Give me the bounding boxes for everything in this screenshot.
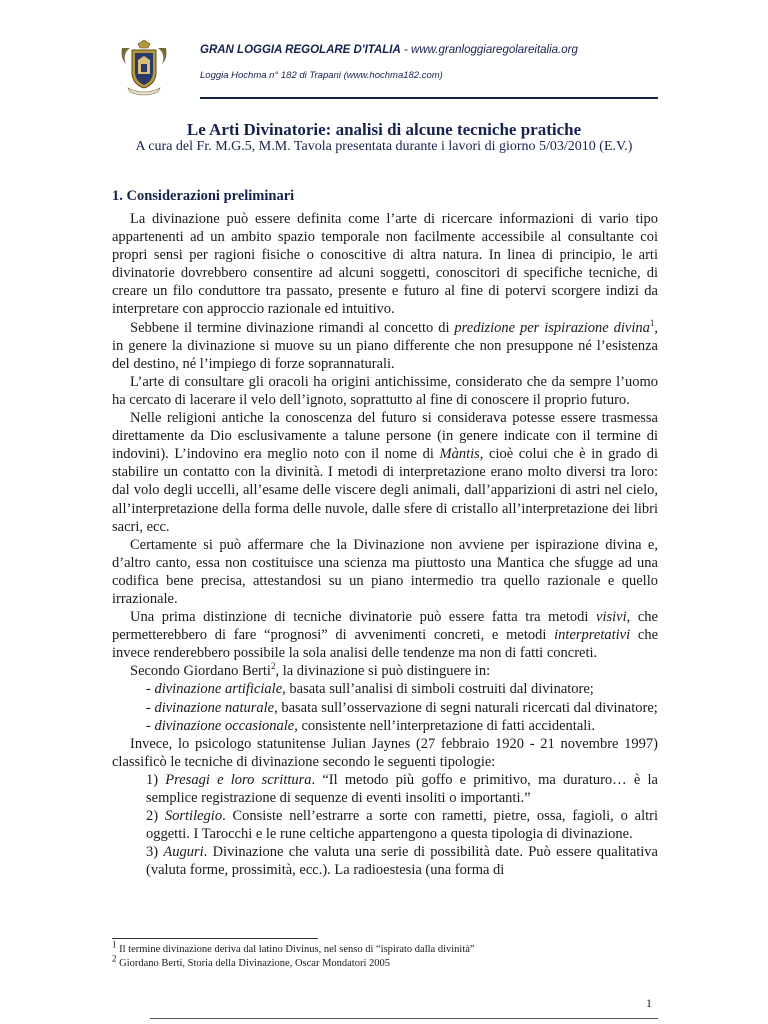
text-run: , basata sull’osservazione di segni naturali ricercati dal divinatore; [274, 699, 658, 716]
list-number: 2) [146, 808, 165, 825]
list-number: 3) [146, 844, 164, 861]
text-run: Una prima distinzione di tecniche divinatorie può essere fatta tra metodi [130, 609, 597, 626]
emphasis: interpretativi [554, 627, 631, 644]
document-title: Le Arti Divinatorie: analisi di alcune tecniche pratiche [186, 120, 582, 139]
footer-divider [150, 1018, 658, 1019]
footnote-number: 2 [112, 953, 117, 963]
emphasis: Sortilegio [164, 808, 223, 825]
masonic-crest-icon [118, 38, 170, 96]
section-heading: 1. Considerazioni preliminari [112, 188, 295, 204]
list-item [112, 843, 658, 879]
text-run: Nelle religioni antiche la conoscenza del futuro si considerava potesse essere trasmessa direttamente da Dio esclusivamente a talune persone (in genere indicate con il termine di indovini). L’indovino era meglio noto con il nome di [112, 410, 658, 463]
text-run: , basata sull’analisi di simboli costruiti dal divinatore; [282, 681, 594, 698]
list-item [112, 680, 658, 698]
text-run: , in genere la divinazione si muove su un piano differente che non presuppone né l’esistenza del destino, né l’impiego di forze soprannaturali. [112, 319, 658, 372]
text-run: . “Il metodo più goffo e primitivo, ma duraturo… è la semplice registrazione di sequenze di eventi insoliti o importanti.” [146, 771, 658, 806]
text-run: . Divinazione che valuta una serie di possibilità date. Può essere qualitativa (valuta forme, prossimità, ecc.). La radioestesia (una forma di [146, 844, 658, 879]
paragraph: Certamente si può affermare che la Divinazione non avviene per ispirazione divina e, d’altro canto, essa non costituisce una scienza ma piuttosto una Mantica che sfugge ad una codifica bene precisa, attestandosi su un piano intermedio tra quello razionale e quello irrazionale. [112, 536, 658, 607]
body-text [112, 210, 658, 879]
paragraph [112, 662, 658, 680]
emphasis: divinazione artificiale [154, 681, 283, 698]
emphasis: Presagi e loro scrittura [165, 771, 312, 788]
emphasis: Auguri [163, 844, 204, 861]
text-run: , cioè colui che è in grado di stabilire un contatto con la divinità. I metodi di interpretazione erano molto diversi tra loro: dal volo degli uccelli, all’esame delle viscere degli animali, dall’apparizioni di astri nel cielo, all’interpretazione della forma delle nuvole, dalle sfere di cristallo all’interpretazione dei libri sacri, ecc. [112, 446, 658, 535]
emphasis: divinazione naturale [154, 699, 275, 716]
organization-name: GRAN LOGGIA REGOLARE D'ITALIA [200, 44, 401, 56]
paragraph: L’arte di consultare gli oracoli ha origini antichissime, considerato che da sempre l’uomo ha cercato di lacerare il velo dell’ignoto, soprattutto al fine di conoscere il proprio futuro. [112, 373, 658, 408]
list-item [112, 717, 658, 735]
text-run: . Consiste nell’estrarre a sorte con rametti, pietre, ossa, fagioli, o altri oggetti. I Tarocchi e le rune celtiche appartengono a questa tipologia di divinazione. [146, 808, 658, 843]
header-separator: - [400, 44, 412, 56]
text-run: , che permetterebbero di fare “prognosi” di avvenimenti concreti, e metodi [112, 609, 658, 644]
list-number: 1) [146, 771, 166, 788]
page-number: 1 [646, 996, 652, 1010]
bullet: - [146, 681, 155, 698]
footnote [112, 953, 658, 971]
text-run: , consistente nell’interpretazione di fatti accidentali. [294, 717, 595, 734]
text-run: che invece renderebbero possibile la sola analisi delle tendenze ma non di fatti concreti. [112, 627, 659, 662]
paragraph [112, 409, 658, 536]
emphasis: Màntis [439, 446, 480, 463]
text-run: Sebbene il termine divinazione rimandi al concetto di [130, 319, 455, 336]
footnote-ref[interactable]: 2 [270, 661, 276, 672]
list-item [112, 771, 658, 807]
emphasis: predizione per ispirazione divina [454, 319, 650, 336]
emphasis: visivi [596, 609, 627, 626]
list-item [112, 699, 658, 717]
footnote-text: Giordano Berti, Storia della Divinazione, Oscar Mondatori 2005 [116, 957, 391, 969]
list-item [112, 807, 658, 843]
footnotes [112, 939, 658, 970]
organization-url[interactable]: www.granloggiaregolareitalia.org [411, 44, 578, 56]
paragraph [112, 608, 658, 662]
header-organization [200, 44, 578, 56]
footnote-number: 1 [112, 939, 117, 950]
text-run: Secondo Giordano Berti [130, 663, 271, 680]
header-lodge: Loggia Hochma n° 182 di Trapani (www.hochma182.com) [200, 70, 443, 81]
footnote-text: Il termine divinazione deriva dal latino Divinus, nel senso di “ispirato dalla divinità” [116, 944, 475, 955]
paragraph [112, 319, 658, 373]
text-run: , la divinazione si può distinguere in: [275, 663, 491, 680]
paragraph: Invece, lo psicologo statunitense Julian Jaynes (27 febbraio 1920 - 21 novembre 1997) classificò le tecniche di divinazione secondo le seguenti tipologie: [112, 735, 658, 770]
emphasis: divinazione occasionale [154, 717, 295, 734]
paragraph: La divinazione può essere definita come l’arte di ricercare informazioni di vario tipo appartenenti ad un ambito spazio temporale non facilmente accessibile al consultante coi propri sensi per ragioni fisiche o conoscitive di altra natura. In linea di principio, le arti divinatorie dovrebbero consentire ad alcuni soggetti, conoscitori di specifiche tecniche, di creare un filo conduttore tra passato, presente e futuro al fine di potervi scorgere indizi da interpretare con approccio razionale ed intuitivo. [112, 211, 658, 318]
footnote [112, 939, 658, 957]
bullet: - [146, 699, 155, 716]
bullet: - [146, 717, 155, 734]
header-divider [200, 97, 658, 99]
page-header [112, 34, 658, 100]
footnote-divider [112, 938, 318, 939]
document-subtitle: A cura del Fr. M.G.5, M.M. Tavola presentata durante i lavori di giorno 5/03/2010 (E.V.) [135, 139, 633, 154]
footnote-ref[interactable]: 1 [649, 317, 655, 328]
